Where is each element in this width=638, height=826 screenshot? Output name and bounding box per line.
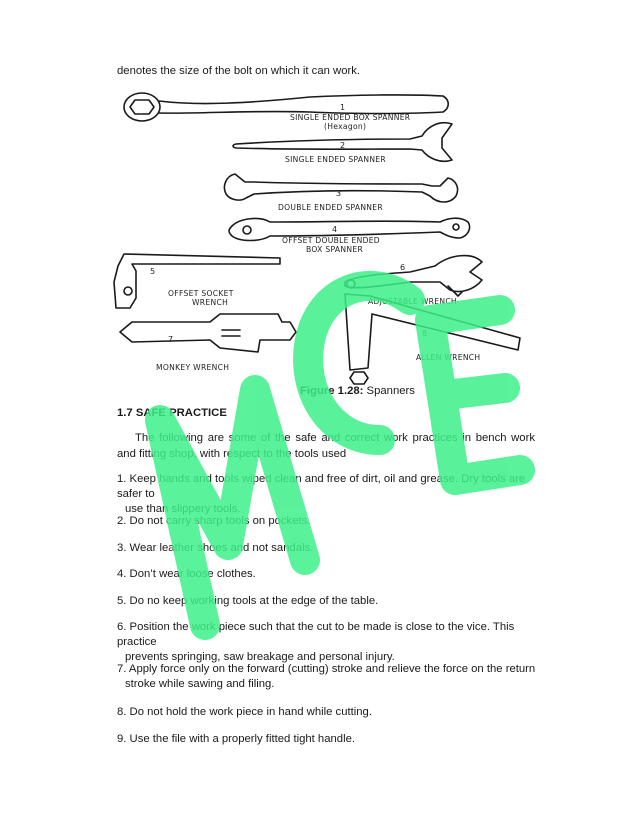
list-item: 6. Position the work piece such that the cut to be made is close to the vice. This practice prevents springing, saw breakage and personal injury. — [117, 621, 515, 663]
figure-caption-number: Figure 1.28: — [300, 385, 364, 397]
tool-4-number: 4 — [332, 225, 338, 234]
list-item: 7. Apply force only on the forward (cutting) stroke and relieve the force on the return stroke while sawing and filing. — [117, 663, 536, 690]
tool-6-label: ADJUSTABLE WRENCH — [368, 297, 457, 306]
tool-8-number: 8 — [422, 329, 428, 338]
tool-5-number: 5 — [150, 267, 156, 276]
tool-5-label: OFFSET SOCKET — [168, 289, 234, 298]
list-item: 5. Do no keep working tools at the edge of the table. — [117, 595, 379, 607]
section-intro: The following are some of the safe and correct work practices in bench work and fitting shop, with respect to the tools used — [117, 432, 535, 460]
tool-8-label: ALLEN WRENCH — [416, 353, 481, 362]
tool-2-number: 2 — [340, 141, 346, 150]
tool-1-number: 1 — [340, 103, 346, 112]
section-heading: 1.7 SAFE PRACTICE — [117, 407, 227, 419]
tool-1-label: SINGLE ENDED BOX SPANNER — [290, 113, 411, 122]
tool-2-label: SINGLE ENDED SPANNER — [285, 155, 386, 164]
tool-7-label: MONKEY WRENCH — [156, 363, 230, 372]
list-item: 9. Use the file with a properly fitted tight handle. — [117, 733, 355, 745]
list-item: 2. Do not carry sharp tools on pockets. — [117, 515, 311, 527]
monkey-wrench-drawing — [120, 314, 296, 352]
figure-caption — [300, 385, 415, 397]
tool-4-sublabel: BOX SPANNER — [306, 245, 364, 254]
spanners-figure — [110, 86, 540, 386]
list-item: 4. Don’t wear loose clothes. — [117, 568, 256, 580]
allen-wrench-drawing — [345, 294, 520, 384]
list-item: 8. Do not hold the work piece in hand while cutting. — [117, 706, 372, 718]
tool-6-number: 6 — [400, 263, 406, 272]
tool-4-label: OFFSET DOUBLE ENDED — [282, 236, 380, 245]
tool-5-sublabel: WRENCH — [192, 298, 229, 307]
intro-line: denotes the size of the bolt on which it can work. — [117, 65, 361, 77]
list-item: 3. Wear leather shoes and not sandals. — [117, 542, 314, 554]
tool-1-sublabel: (Hexagon) — [324, 122, 367, 131]
list-item: 1. Keep hands and tools wiped clean and free of dirt, oil and grease. Dry tools are safer to use than slippery tools. — [117, 473, 526, 515]
tool-7-number: 7 — [168, 335, 174, 344]
tool-3-label: DOUBLE ENDED SPANNER — [278, 203, 383, 212]
adjustable-wrench-drawing — [345, 256, 482, 296]
tool-3-number: 3 — [336, 189, 342, 198]
figure-caption-text: Spanners — [363, 385, 415, 397]
